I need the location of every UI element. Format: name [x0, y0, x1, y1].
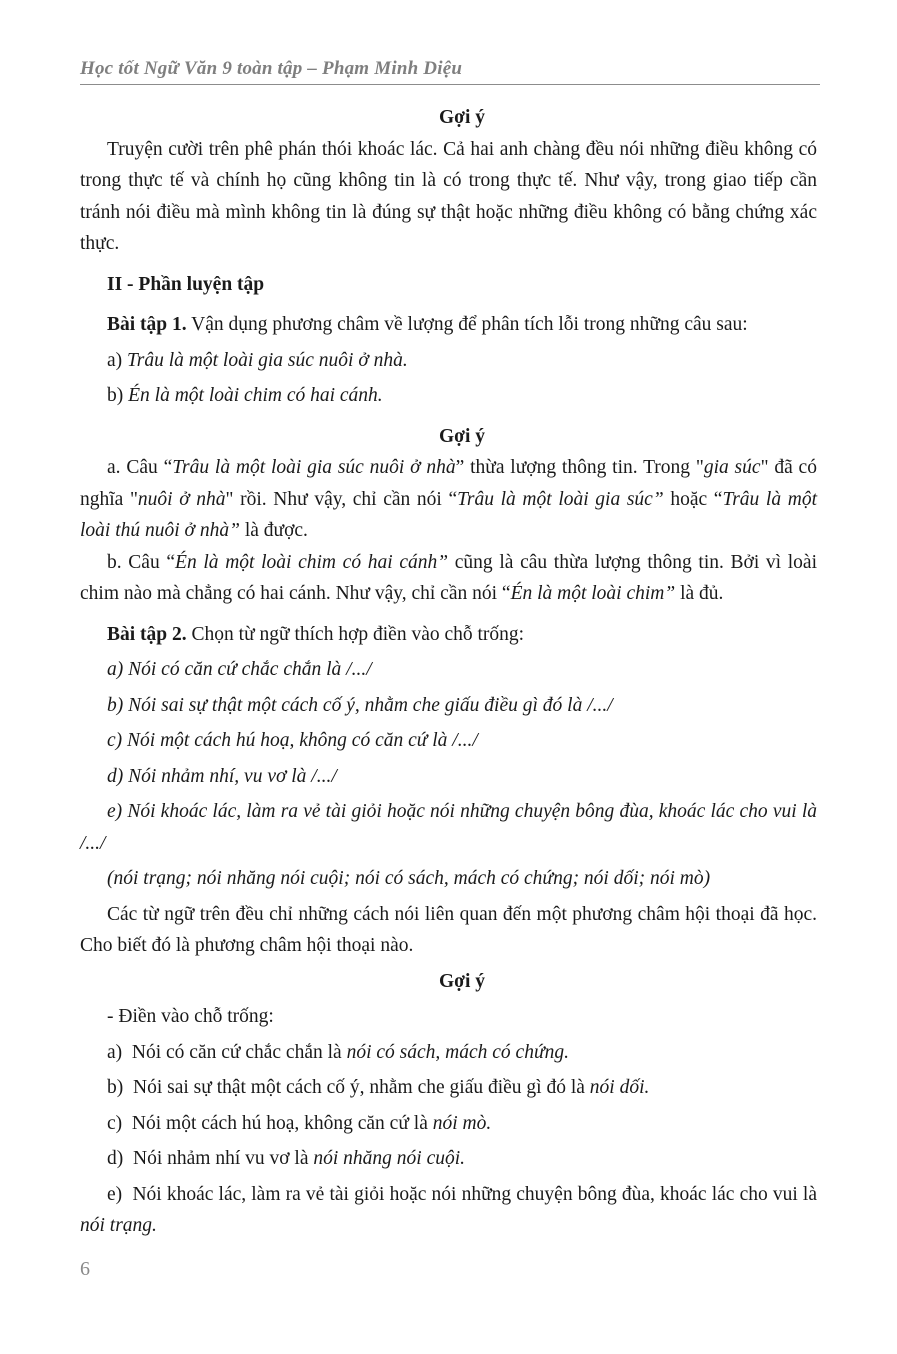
- exercise-1-hint-b: b. Câu “Én là một loài chim có hai cánh” cũng là câu thừa lượng thông tin. Bởi vì loài chim nào mà chẳng có hai cánh. Như vậy, chỉ cần nói “Én là một loài chim” là đủ.: [80, 551, 817, 604]
- exercise-2-options: (nói trạng; nói nhăng nói cuội; nói có sách, mách có chứng; nói dối; nói mò): [107, 868, 711, 889]
- exercise-2-item-e: e) Nói khoác lác, làm ra vẻ tài giỏi hoặc nói những chuyện bông đùa, khoác lác cho vui là /.../: [80, 801, 817, 854]
- exercise-2-hint-intro: - Điền vào chỗ trống:: [107, 1006, 274, 1027]
- running-header: Học tốt Ngữ Văn 9 toàn tập – Phạm Minh Diệu: [80, 58, 463, 79]
- exercise-2-item-b: b) Nói sai sự thật một cách cố ý, nhằm che giấu điều gì đó là /.../: [107, 694, 613, 716]
- page-number: 6: [80, 1258, 90, 1280]
- exercise-2-answer-e: e) Nói khoác lác, làm ra vẻ tài giỏi hoặc nói những chuyện bông đùa, khoác lác cho vui là nói trạng.: [80, 1183, 818, 1236]
- exercise-1-label: Bài tập 1.: [107, 314, 187, 335]
- hint-heading: Gợi ý: [438, 425, 485, 447]
- exercise-2-answer-b: b) Nói sai sự thật một cách cố ý, nhằm che giấu điều gì đó là nói dối.: [107, 1077, 650, 1098]
- exercise-1-prompt: Bài tập 1. Vận dụng phương châm về lượng để phân tích lỗi trong những câu sau:: [107, 314, 748, 335]
- exercise-2-answer-a: a) Nói có căn cứ chắc chắn là nói có sách, mách có chứng.: [107, 1041, 569, 1063]
- exercise-2-label: Bài tập 2.: [107, 623, 187, 645]
- exercise-2-item-a: a) Nói có căn cứ chắc chắn là /.../: [107, 659, 372, 680]
- hint-heading: Gợi ý: [438, 970, 485, 992]
- exercise-2-question: Các từ ngữ trên đều chỉ những cách nói liên quan đến một phương châm hội thoại đã học. Cho biết đó là phương châm hội thoại nào.: [80, 903, 817, 956]
- intro-hint-paragraph: Truyện cười trên phê phán thói khoác lác. Cả hai anh chàng đều nói những điều không có trong thực tế và chính họ cũng không tin là có trong thực tế. Như vậy, trong giao tiếp cần tránh nói điều mà mình không tin là đúng sự thật hoặc những điều không có bằng chứng xác thực.: [80, 138, 817, 254]
- hint-heading: Gợi ý: [438, 107, 485, 128]
- exercise-2-answer-c: c) Nói một cách hú hoạ, không căn cứ là nói mò.: [107, 1112, 492, 1134]
- section-title: II - Phần luyện tập: [107, 273, 265, 295]
- exercise-1-item-a: a) Trâu là một loài gia súc nuôi ở nhà.: [107, 349, 408, 371]
- exercise-2-answer-d: d) Nói nhảm nhí vu vơ là nói nhăng nói cuội.: [107, 1148, 466, 1169]
- exercise-2-item-c: c) Nói một cách hú hoạ, không có căn cứ là /.../: [107, 730, 478, 751]
- exercise-1-hint-a: a. Câu “Trâu là một loài gia súc nuôi ở nhà” thừa lượng thông tin. Trong "gia súc" đã có nghĩa "nuôi ở nhà" rồi. Như vậy, chỉ cần nói “Trâu là một loài gia súc” hoặc “Trâu là một loài thú nuôi ở nhà” là được.: [80, 457, 817, 541]
- exercise-2-prompt: Bài tập 2. Chọn từ ngữ thích hợp điền vào chỗ trống:: [107, 623, 525, 645]
- page-body: [80, 100, 818, 1242]
- header-rule: [80, 84, 820, 85]
- exercise-2-item-d: d) Nói nhảm nhí, vu vơ là /.../: [107, 765, 337, 787]
- exercise-1-item-b: b) Én là một loài chim có hai cánh.: [107, 385, 383, 406]
